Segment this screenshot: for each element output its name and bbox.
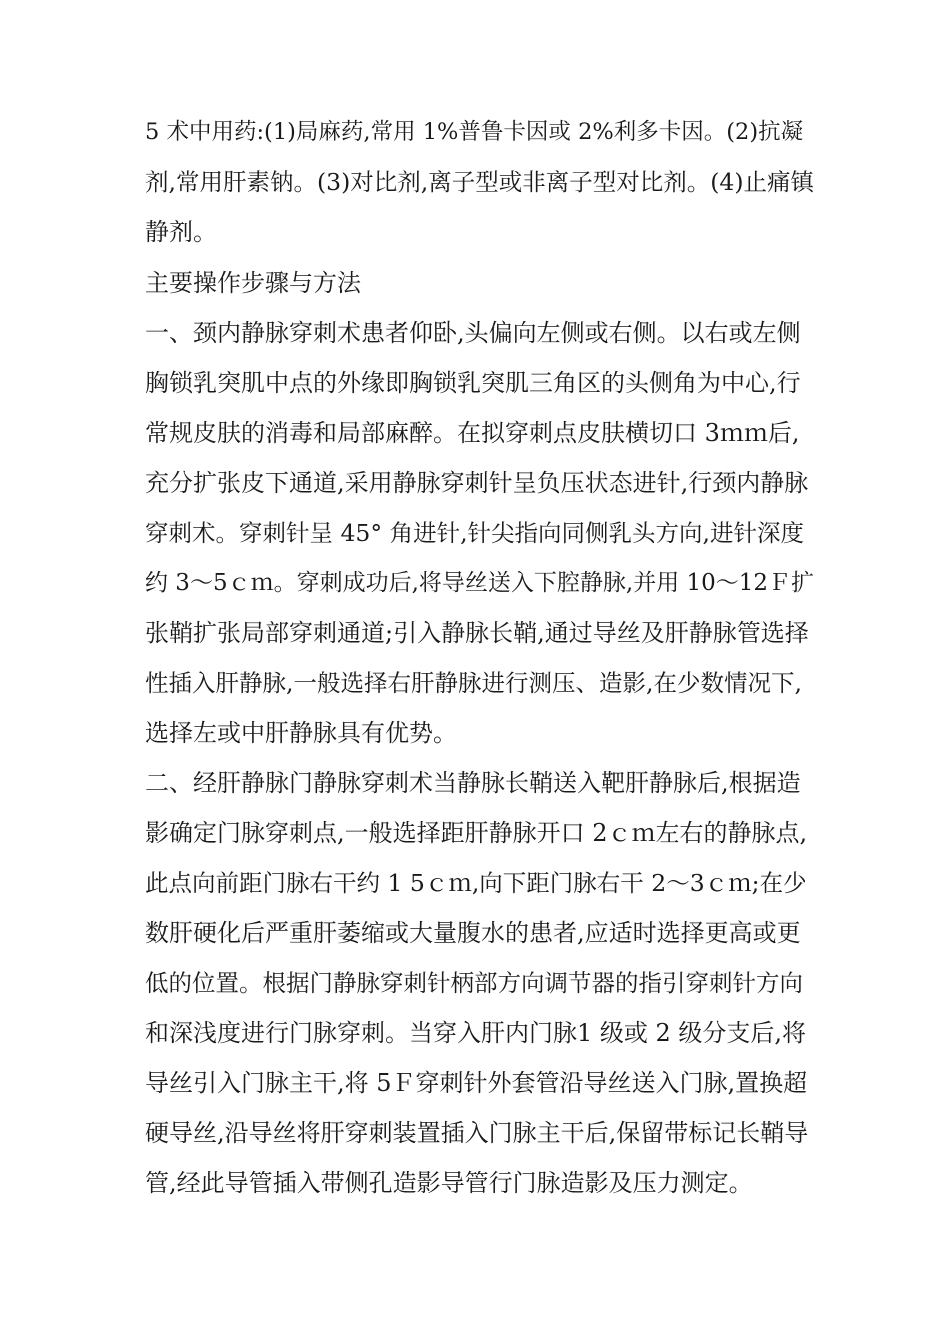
text-line: 剂,常用肝素钠。(3)对比剂,离子型或非离子型对比剂。(4)止痛镇 — [145, 168, 815, 196]
text-line: 和深浅度进行门脉穿刺。当穿入肝内门脉1 级或 2 级分支后,将 — [145, 1019, 807, 1047]
text-line: 胸锁乳突肌中点的外缘即胸锁乳突肌三角区的头侧角为中心,行 — [145, 369, 801, 397]
text-line: 导丝引入门脉主干,将 5Ｆ穿刺针外套管沿导丝送入门脉,置换超 — [145, 1069, 808, 1097]
text-line: 此点向前距门脉右干约 1 5ｃｍ,向下距门脉右干 2～3ｃｍ;在少 — [145, 869, 807, 897]
text-line: 数肝硬化后严重肝萎缩或大量腹水的患者,应适时选择更高或更 — [145, 919, 801, 947]
text-line: 一、颈内静脉穿刺术患者仰卧,头偏向左侧或右侧。以右或左侧 — [145, 319, 801, 347]
text-line: 约 3～5ｃｍ。穿刺成功后,将导丝送入下腔静脉,并用 10～12Ｆ扩 — [145, 570, 815, 596]
text-line: 低的位置。根据门静脉穿刺针柄部方向调节器的指引穿刺针方向 — [145, 969, 803, 997]
text-line: 充分扩张皮下通道,采用静脉穿刺针呈负压状态进针,行颈内静脉 — [145, 469, 809, 497]
text-line: 二、经肝静脉门静脉穿刺术当静脉长鞘送入靶肝静脉后,根据造 — [145, 769, 801, 797]
text-line: 硬导丝,沿导丝将肝穿刺装置插入门脉主干后,保留带标记长鞘导 — [145, 1119, 809, 1147]
text-line: 张鞘扩张局部穿刺通道;引入静脉长鞘,通过导丝及肝静脉管选择 — [145, 619, 809, 647]
text-line: 常规皮肤的消毒和局部麻醉。在拟穿刺点皮肤横切口 3ｍｍ后, — [145, 419, 800, 447]
text-line: 5 术中用药:(1)局麻药,常用 1%普鲁卡因或 2%利多卡因。(2)抗凝 — [145, 119, 804, 145]
section-heading: 主要操作步骤与方法 — [145, 269, 361, 297]
text-line: 静剂。 — [145, 218, 217, 246]
text-line: 选择左或中肝静脉具有优势。 — [145, 719, 457, 747]
text-line: 性插入肝静脉,一般选择右肝静脉进行测压、造影,在少数情况下, — [145, 669, 802, 697]
text-line: 影确定门脉穿刺点,一般选择距肝静脉开口 2ｃｍ左右的静脉点, — [145, 819, 808, 847]
text-line: 穿刺术。穿刺针呈 45° 角进针,针尖指向同侧乳头方向,进针深度 — [145, 519, 805, 547]
text-line: 管,经此导管插入带侧孔造影导管行门脉造影及压力测定。 — [145, 1169, 753, 1197]
